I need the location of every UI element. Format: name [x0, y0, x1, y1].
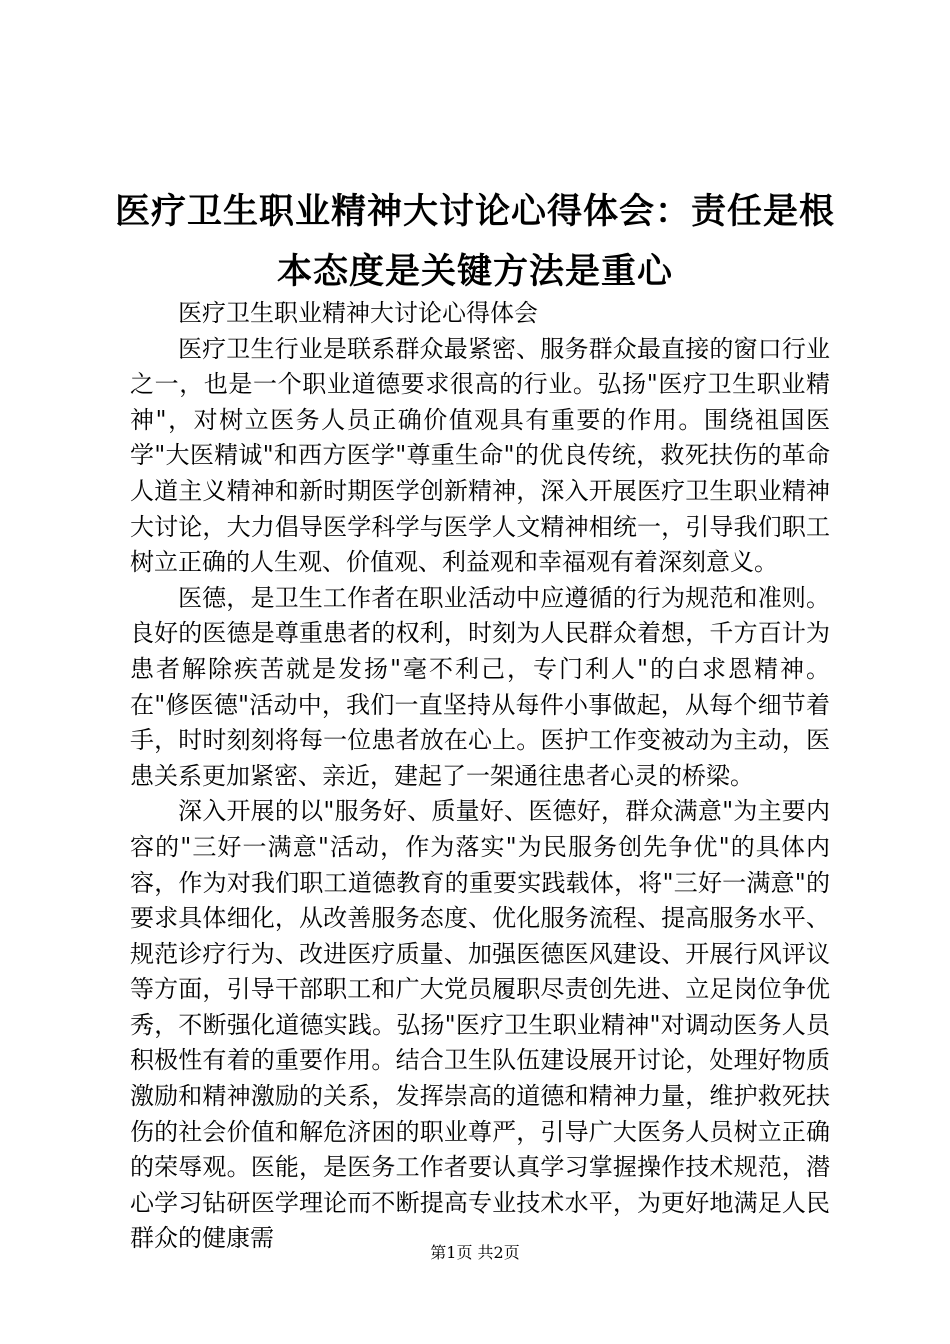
document-title: 医疗卫生职业精神大讨论心得体会：责任是根本态度是关键方法是重心	[114, 191, 835, 292]
paragraph-2: 医德，是卫生工作者在职业活动中应遵循的行为规范和准则。良好的医德是尊重患者的权利，时刻为人民群众着想，千方百计为患者解除疾苦就是发扬"毫不利己，专门利人"的白求恩精神。在"修医德"活动中，我们一直坚持从每件小事做起，从每个细节着手，时时刻刻将每一位患者放在心上。医护工作变被动为主动，医患关系更加紧密、亲近，建起了一架通往患者心灵的桥梁。	[130, 583, 830, 790]
page-number-footer: 第1页 共2页	[430, 1243, 520, 1262]
paragraph-3: 深入开展的以"服务好、质量好、医德好，群众满意"为主要内容的"三好一满意"活动，作为落实"为民服务创先争优"的具体内容，作为对我们职工道德教育的重要实践载体，将"三好一满意"的要求具体细化，从改善服务态度、优化服务流程、提高服务水平、规范诊疗行为、改进医疗质量、加强医德医风建设、开展行风评议等方面，引导干部职工和广大党员履职尽责创先进、立足岗位争优秀，不断强化道德实践。弘扬"医疗卫生职业精神"对调动医务人员积极性有着的重要作用。结合卫生队伍建设展开讨论，处理好物质激励和精神激励的关系，发挥崇高的道德和精神力量，维护救死扶伤的社会价值和解危济困的职业尊严，引导广大医务人员树立正确的荣辱观。医能，是医务工作者要认真学习掌握操作技术规范，潜心学习钻研医学理论而不断提高专业技术水平，为更好地满足人民群众的健康需	[130, 797, 830, 1253]
paragraph-1: 医疗卫生行业是联系群众最紧密、服务群众最直接的窗口行业之一，也是一个职业道德要求很高的行业。弘扬"医疗卫生职业精神"，对树立医务人员正确价值观具有重要的作用。围绕祖国医学"大医精诚"和西方医学"尊重生命"的优良传统，救死扶伤的革命人道主义精神和新时期医学创新精神，深入开展医疗卫生职业精神大讨论，大力倡导医学科学与医学人文精神相统一，引导我们职工树立正确的人生观、价值观、利益观和幸福观有着深刻意义。	[130, 334, 830, 577]
paragraph-subtitle: 医疗卫生职业精神大讨论心得体会	[178, 299, 538, 327]
document-body	[130, 296, 830, 1257]
